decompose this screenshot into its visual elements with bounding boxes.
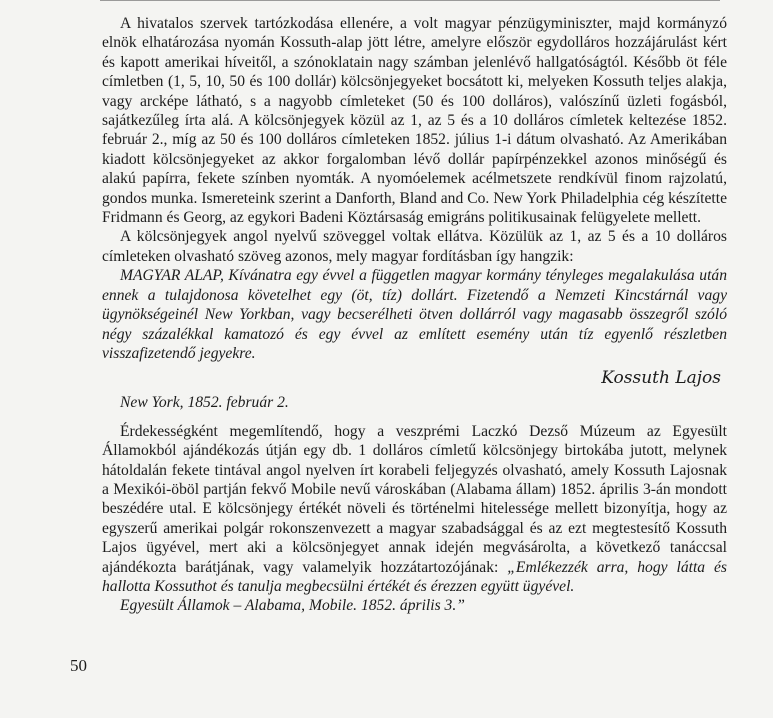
banknote-text-quote: MAGYAR ALAP, Kívánatra egy évvel a független magyar kormány tényleges megalakulása után ennek a tulajdonosa követelhet egy (öt, tíz) dollárt. Fizetendő a Nemzeti Kincstárnál vagy ügynökségeinél New Yorkban, vagy becserélheti ötven dollárról vagy magasabb összegről szóló négy százalékkal kamatozó és egy évvel az említett esemény után tíz egyenlő részletben visszafizetendő jegyekre. [102, 267, 727, 362]
museum-note-text: Érdekességként megemlítendő, hogy a veszprémi Laczkó Dezső Múzeum az Egyesült Államokból ajándékozás útján egy db. 1 dolláros címletű kölcsönjegy birtokába jutott, melynek hátoldalán fekete tintával angol nyelven írt korabeli feljegyzés olvasható, amely Kossuth Lajosnak a Mexikói-öböl partján fekvő Mobile nevű városkában (Alabama állam) 1852. április 3-án mondott beszédére utal. E kölcsönjegy értékét növeli és történelmi hitelessége mellett bizonyítja, hogy az egyszerű amerikai polgár rokonszenvezett a magyar szabadsággal és az ezt megtestesítő Kossuth Lajos ügyével, mert aki a kölcsönjegyet annak idején megvásárolta, a következő tanáccsal ajándékozta barátjának, vagy valamelyik hozzátartozójának: [102, 422, 727, 576]
paragraph-language-note: A kölcsönjegyek angol nyelvű szöveggel voltak ellátva. Közülük az 1, az 5 és a 10 dolláros címleteken olvasható szöveg azonos, mely magyar fordításban így hangzik: [102, 228, 727, 265]
museum-note-quote: „Emlékezzék arra, hogy látta és hallotta Kossuthot és tanulja megbecsülni értékét és érezzen együtt ügyével. [102, 558, 727, 595]
paragraph-kossuth-fund: A hivatalos szervek tartózkodása ellenére, a volt magyar pénzügyminiszter, majd kormányzó elnök elhatározása nyomán Kossuth-alap jött létre, amelyre először egydolláros hozzájárulást kért és kapott amerikai híveitől, a szónoklatain nagy számban jelenlévő hallgatóságtól. Később öt féle címletben (1, 5, 10, 50 és 100 dollár) kölcsönjegyeket bocsátott ki, melyeken Kossuth teljes alakja, vagy arcképe látható, s a nagyobb címleteket (50 és 100 dolláros), valószínű üzleti fogásból, sajátkezűleg írta alá. A kölcsönjegyek közül az 1, az 5 és a 10 dolláros címletek keltezése 1852. február 2., míg az 50 és 100 dolláros címleteken 1852. július 1-i dátum olvasható. Az Amerikában kiadott kölcsönjegyeket az akkor forgalomban lévő dollár papírpénzekkel azonos minőségű és alakú papírra, fekete színben nyomták. A nyomóelemek acélmetszete rendkívül finom rajzolatú, gondos munka. Ismereteink szerint a Danforth, Bland and Co. New York Philadelphia cég készítette Fridmann és Georg, az egykori Badeni Köztársaság emigráns politikusainak felügyelete mellett. [102, 15, 727, 227]
museum-note-place: Egyesült Államok – Alabama, Mobile. 1852. április 3.” [120, 597, 465, 615]
page-number: 50 [70, 656, 87, 675]
dateline: New York, 1852. február 2. [120, 394, 289, 412]
signature: Kossuth Lajos [601, 368, 721, 389]
paragraph-museum-note [102, 422, 727, 597]
top-rule [100, 0, 720, 1]
